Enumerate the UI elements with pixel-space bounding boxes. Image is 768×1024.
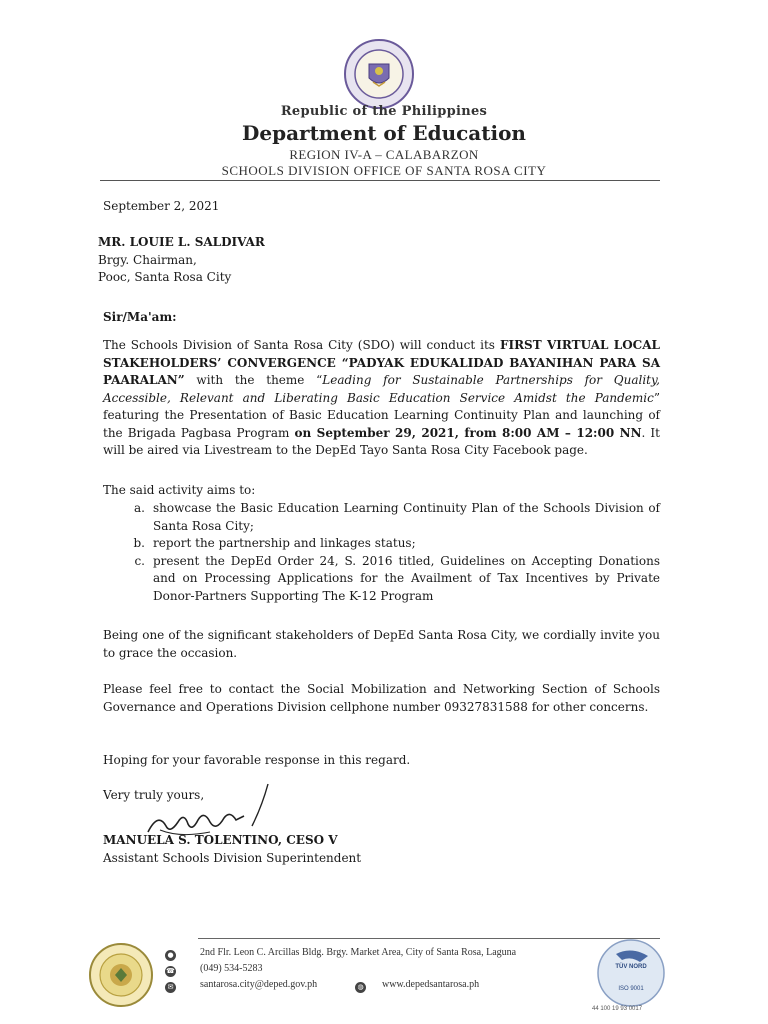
location-icon: ●	[165, 950, 176, 961]
para1-text-2: with the theme “	[184, 373, 323, 387]
footer-email[interactable]: santarosa.city@deped.gov.ph	[200, 979, 318, 990]
para1-text-4: . It will be aired via Livestream to the DepEd Tayo Santa Rosa City Facebook page.	[103, 425, 660, 457]
aims-intro: The said activity aims to:	[103, 483, 256, 497]
footer-divider	[198, 938, 660, 939]
list-item-text: showcase the Basic Education Learning Continuity Plan of the Schools Division of Santa Rosa City;	[153, 501, 660, 533]
sdo-santa-rosa-seal-icon	[88, 942, 154, 1008]
recipient-block	[98, 234, 265, 287]
para1-text-3: ” featuring the Presentation of Basic Education Learning Continuity Plan and launching of the Brigada Pagbasa Program	[103, 390, 660, 440]
list-item	[103, 535, 660, 553]
deped-seal-icon	[343, 38, 415, 110]
list-item-letter: a.	[134, 501, 145, 515]
signer-name: MANUELA S. TOLENTINO, CESO V	[103, 833, 338, 847]
footer-website[interactable]: www.depedsantarosa.ph	[382, 979, 480, 990]
tuv-certification-badge-icon	[596, 938, 666, 1008]
letter-date: September 2, 2021	[103, 199, 220, 213]
globe-icon: ◍	[355, 982, 366, 993]
paragraph-contact: Please feel free to contact the Social Mobilization and Networking Section of Schools Governance and Operations Division cellphone number 09327831588 for other concerns.	[103, 682, 660, 714]
list-item-letter: c.	[134, 553, 145, 568]
recipient-address: Pooc, Santa Rosa City	[98, 270, 232, 284]
paragraph-invitation	[103, 337, 660, 460]
phone-icon: ☎	[166, 967, 175, 975]
footer-address: 2nd Flr. Leon C. Arcillas Bldg. Brgy. Market Area, City of Santa Rosa, Laguna	[200, 947, 517, 958]
division-office-heading: SCHOOLS DIVISION OFFICE OF SANTA ROSA CITY	[221, 163, 547, 178]
signer-block	[103, 832, 361, 867]
signer-title: Assistant Schools Division Superintendent	[103, 850, 362, 865]
email-icon: ✉	[165, 982, 176, 993]
list-item	[103, 553, 660, 606]
paragraph-hoping: Hoping for your favorable response in this regard.	[103, 753, 411, 767]
para1-text-1: The Schools Division of Santa Rosa City (SDO) will conduct its	[103, 338, 500, 352]
para1-event-date: on September 29, 2021, from 8:00 AM – 12:00 NN	[294, 425, 642, 440]
para1-theme: Leading for Sustainable Partnerships for Quality, Accessible, Relevant and Liberating Basic Education Service Amidst the Pandemic	[103, 373, 660, 405]
list-item-text: report the partnership and linkages status;	[153, 536, 416, 550]
republic-heading: Republic of the Philippines	[280, 104, 488, 119]
header-divider	[100, 180, 660, 181]
cert-standard: ISO 9001	[618, 986, 644, 992]
paragraph-invitation-2: Being one of the significant stakeholders of DepEd Santa Rosa City, we cordially invite you to grace the occasion.	[103, 628, 660, 660]
aims-list	[103, 500, 660, 605]
recipient-position: Brgy. Chairman,	[98, 252, 197, 267]
certificate-number: 44 100 19 93 0017	[592, 1006, 643, 1012]
list-item-text: present the DepEd Order 24, S. 2016 titled, Guidelines on Accepting Donations and on Processing Applications for the Availment of Tax Incentives by Private Donor-Partners Supporting The K-12 Program	[153, 553, 660, 603]
para1-event-title: FIRST VIRTUAL LOCAL STAKEHOLDERS’ CONVERGENCE “PADYAK EDUKALIDAD BAYANIHAN PARA SA PAARALAN”	[103, 338, 660, 387]
department-heading: Department of Education	[242, 121, 526, 145]
salutation: Sir/Ma'am:	[103, 310, 177, 324]
list-item	[103, 500, 660, 535]
region-heading: REGION IV-A – CALABARZON	[289, 147, 479, 162]
recipient-name: MR. LOUIE L. SALDIVAR	[98, 235, 265, 249]
list-item-letter: b.	[133, 536, 145, 550]
closing: Very truly yours,	[103, 788, 205, 802]
footer-phone: (049) 534-5283	[200, 963, 263, 974]
cert-brand: TÜV NORD	[615, 964, 647, 970]
